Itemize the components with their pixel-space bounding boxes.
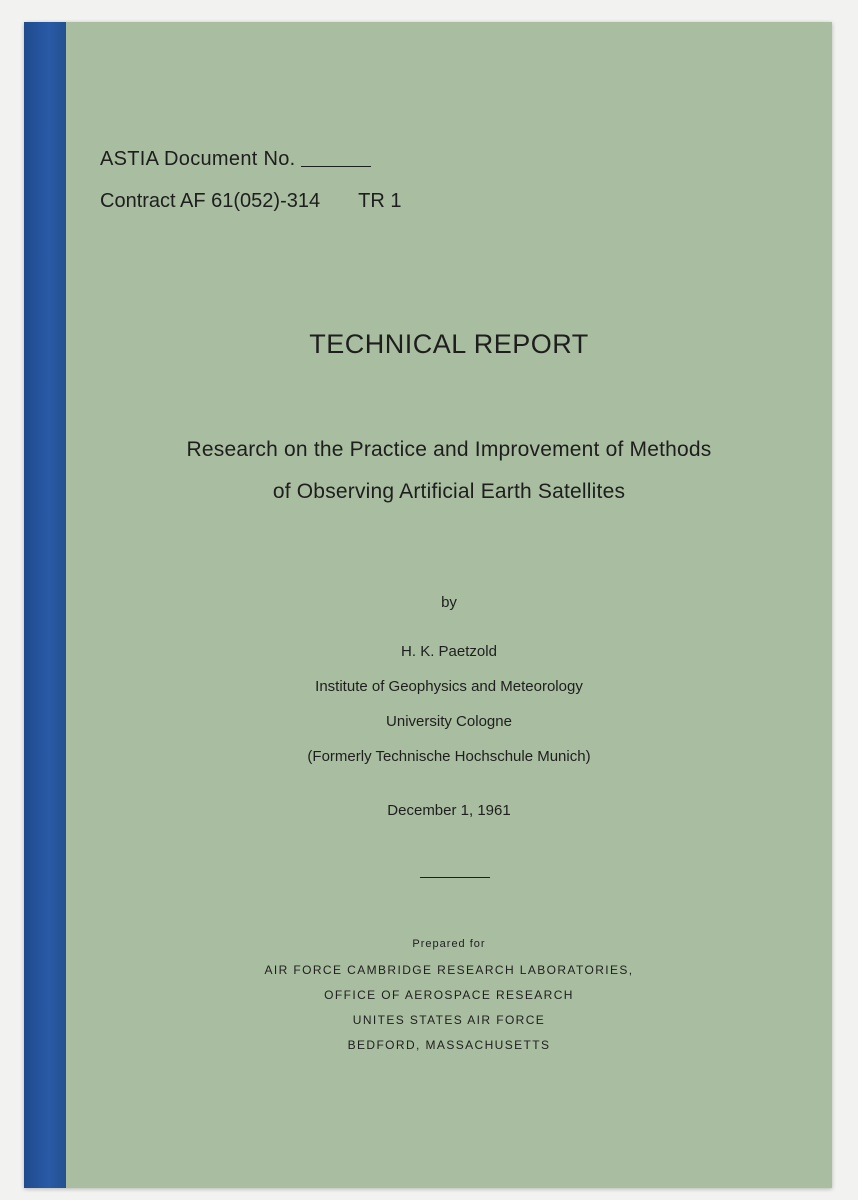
report-date: December 1, 1961 — [387, 802, 511, 819]
subtitle-line-2: of Observing Artificial Earth Satellites — [272, 480, 626, 503]
prepared-for-line: AIR FORCE CAMBRIDGE RESEARCH LABORATORIES, — [264, 963, 634, 977]
author-institute: Institute of Geophysics and Meteorology — [315, 678, 583, 695]
byline: by — [441, 594, 457, 611]
author-university: University Cologne — [386, 713, 512, 730]
document-number-blank — [301, 166, 371, 167]
prepared-for-label: Prepared for — [412, 938, 486, 950]
cover-spine — [24, 22, 66, 1188]
author-former-affiliation: (Formerly Technische Hochschule Munich) — [307, 748, 591, 765]
contract-number: Contract AF 61(052)-314 — [100, 190, 321, 212]
subtitle-line-1: Research on the Practice and Improvement of Methods — [186, 438, 712, 461]
report-title: TECHNICAL REPORT — [309, 329, 589, 359]
astia-document-line — [100, 148, 371, 171]
prepared-for-line: OFFICE OF AEROSPACE RESEARCH — [324, 988, 574, 1002]
prepared-for-line: BEDFORD, MASSACHUSETTS — [347, 1038, 551, 1052]
report-code: TR 1 — [358, 190, 402, 212]
astia-document-label: ASTIA Document No. — [100, 148, 296, 170]
prepared-for-line: UNITES STATES AIR FORCE — [352, 1013, 546, 1027]
contract-line — [100, 190, 401, 213]
report-cover — [24, 22, 832, 1188]
divider-rule — [420, 877, 490, 878]
author-name: H. K. Paetzold — [401, 643, 497, 660]
